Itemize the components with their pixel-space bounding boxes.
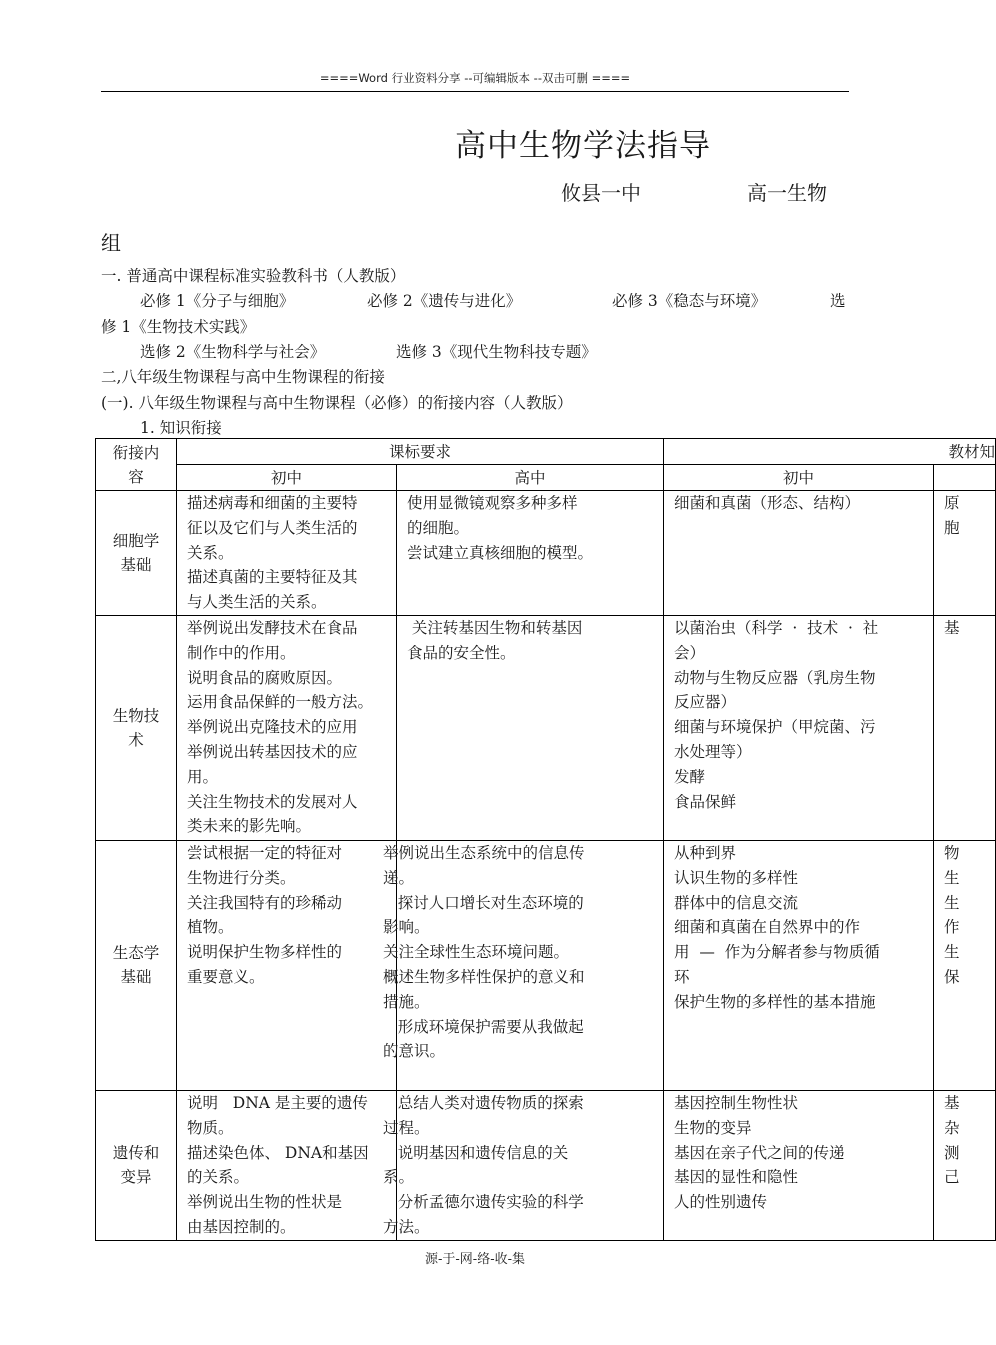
text-line: 基 bbox=[944, 618, 960, 637]
text-line: 举例说出生态系统中的信息传 bbox=[383, 843, 585, 862]
text-line: 关注生物技术的发展对人 bbox=[187, 792, 358, 811]
text-line: 生 bbox=[944, 893, 960, 912]
text-line: 植物。 bbox=[187, 918, 234, 937]
text-line: 征以及它们与人类生活的 bbox=[187, 518, 358, 537]
col-header-topic-line1: 衔接内 bbox=[112, 443, 160, 462]
text-line: 关注我国特有的珍稀动 bbox=[187, 893, 343, 912]
text-line: 描述病毒和细菌的主要特 bbox=[187, 494, 358, 512]
junior-standard-cell bbox=[177, 615, 397, 840]
text-line: 己 bbox=[944, 1168, 960, 1187]
text-line: 以菌治虫（科学 · 技术 · 社 bbox=[674, 618, 879, 637]
col-header-junior: 初中 bbox=[177, 465, 397, 491]
junior-textbook-cell bbox=[664, 1090, 934, 1240]
section2-subheading: (一). 八年级生物课程与高中生物课程（必修）的衔接内容（人教版） bbox=[101, 394, 573, 412]
text-line: 细菌与环境保护（甲烷菌、污 bbox=[674, 718, 876, 737]
text-line: 运用食品保鲜的一般方法。 bbox=[187, 693, 374, 712]
col-group-textbook: 教材知 bbox=[664, 439, 996, 465]
senior-textbook-cell bbox=[934, 615, 996, 840]
text-line: 举例说出克隆技术的应用 bbox=[187, 718, 358, 737]
text-line: 用。 bbox=[187, 767, 219, 786]
page-footer: 源-于-网-络-收-集 bbox=[425, 1252, 525, 1267]
text-line: 关注全球性生态环境问题。 bbox=[383, 943, 570, 962]
textbook-elective-2: 选修 2《生物科学与社会》 bbox=[140, 343, 326, 361]
group-tail: 组 bbox=[101, 231, 121, 255]
text-line: 认识生物的多样性 bbox=[674, 868, 799, 887]
textbook-elective-1: 修 1《生物技术实践》 bbox=[101, 318, 256, 336]
header-note: ====Word 行业资料分享 --可编辑版本 --双击可删 ==== bbox=[319, 71, 631, 85]
senior-standard-text bbox=[373, 1091, 588, 1240]
junior-textbook-cell bbox=[664, 615, 934, 840]
text-line: 形成环境保护需要从我做起 bbox=[383, 1017, 584, 1036]
text-line: 作 bbox=[944, 918, 960, 937]
textbook-elective-3: 选修 3《现代生物科技专题》 bbox=[396, 343, 597, 361]
text-line: 由基因控制的。 bbox=[187, 1217, 296, 1236]
text-line: 物质。 bbox=[187, 1118, 234, 1137]
senior-standard-cell bbox=[397, 491, 664, 616]
text-line: 生物进行分类。 bbox=[187, 868, 296, 887]
school-name: 攸县一中 bbox=[561, 181, 641, 205]
textbook-elective-prefix: 选 bbox=[830, 292, 846, 310]
text-line: 动物与生物反应器（乳房生物 bbox=[674, 668, 876, 687]
senior-standard-cell bbox=[397, 615, 664, 840]
senior-textbook-cell bbox=[934, 1090, 996, 1240]
text-line: 基因在亲子代之间的传递 bbox=[674, 1143, 845, 1162]
col-header-senior: 高中 bbox=[397, 465, 664, 491]
text-line: 描述染色体、 DNA和基因 bbox=[187, 1143, 369, 1162]
text-line: 说明保护生物多样性的 bbox=[187, 943, 343, 962]
text-line: 举例说出发酵技术在食品 bbox=[187, 618, 358, 637]
text-line: 递。 bbox=[383, 868, 415, 887]
row-label-cell bbox=[96, 840, 177, 1090]
text-line: 水处理等） bbox=[674, 742, 752, 761]
row-label-line: 基础 bbox=[120, 968, 152, 987]
text-line: 生物的变异 bbox=[674, 1118, 752, 1137]
senior-textbook-cell bbox=[934, 491, 996, 616]
header-rule bbox=[101, 91, 849, 92]
text-line: 测 bbox=[944, 1143, 960, 1162]
text-line: 胞 bbox=[944, 518, 960, 537]
section2-heading: 二,八年级生物课程与高中生物课程的衔接 bbox=[101, 368, 385, 386]
curriculum-table bbox=[95, 438, 996, 1241]
text-line: 影响。 bbox=[383, 918, 430, 937]
text-line: 食品保鲜 bbox=[674, 792, 737, 811]
text-line: 总结人类对遗传物质的探索 bbox=[383, 1093, 584, 1112]
text-line: 概述生物多样性保护的意义和 bbox=[383, 967, 585, 986]
page-title: 高中生物学法指导 bbox=[455, 128, 711, 164]
junior-standard-cell bbox=[177, 1090, 397, 1240]
text-line: 会） bbox=[674, 643, 706, 662]
text-line: 基因的显性和隐性 bbox=[674, 1168, 799, 1187]
text-line: 基因控制生物性状 bbox=[674, 1093, 799, 1112]
section2-item: 1. 知识衔接 bbox=[140, 419, 222, 437]
text-line: 制作中的作用。 bbox=[187, 643, 296, 662]
text-line: 从种到界 bbox=[674, 843, 737, 862]
row-label-line: 术 bbox=[128, 730, 144, 749]
text-line: 保 bbox=[944, 967, 960, 986]
text-line: 说明食品的腐败原因。 bbox=[187, 668, 343, 687]
text-line: 尝试建立真核细胞的模型。 bbox=[407, 543, 594, 562]
text-line: 的细胞。 bbox=[407, 518, 470, 537]
text-line: 关系。 bbox=[187, 543, 234, 562]
senior-standard-cell bbox=[383, 840, 664, 1090]
text-line: 尝试根据一定的特征对 bbox=[187, 843, 343, 862]
text-line: 方法。 bbox=[383, 1217, 430, 1236]
grade-group: 高一生物 bbox=[747, 181, 827, 205]
junior-textbook-cell bbox=[664, 840, 934, 1090]
text-line: 的意识。 bbox=[383, 1042, 446, 1061]
col-header-topic-line2: 容 bbox=[128, 467, 144, 486]
text-line: 基 bbox=[944, 1093, 960, 1112]
senior-textbook-cell bbox=[934, 840, 996, 1090]
col-group-standards: 课标要求 bbox=[177, 439, 664, 465]
col-header-senior-textbook bbox=[934, 465, 996, 491]
text-line: 类未来的影先响。 bbox=[187, 817, 312, 836]
text-line: 使用显微镜观察多种多样 bbox=[407, 494, 578, 512]
senior-standard-text bbox=[373, 841, 589, 1064]
text-line: 原 bbox=[944, 494, 960, 512]
text-line: 生 bbox=[944, 943, 960, 962]
text-line: 物 bbox=[944, 843, 960, 862]
text-line: 举例说出生物的性状是 bbox=[187, 1193, 343, 1212]
junior-textbook-cell bbox=[664, 491, 934, 616]
row-label-line: 遗传和 bbox=[112, 1144, 160, 1163]
text-line: 的关系。 bbox=[187, 1168, 250, 1187]
text-line: 细菌和真菌在自然界中的作 bbox=[674, 918, 861, 937]
textbook-required-1: 必修 1《分子与细胞》 bbox=[140, 292, 295, 310]
text-line: 食品的安全性。 bbox=[407, 643, 516, 662]
senior-standard-cell bbox=[383, 1090, 664, 1240]
junior-standard-cell bbox=[177, 491, 397, 616]
text-line: 生 bbox=[944, 868, 960, 887]
textbook-required-2: 必修 2《遗传与进化》 bbox=[367, 292, 522, 310]
text-line: 与人类生活的关系。 bbox=[187, 593, 327, 612]
row-label-line: 生物技 bbox=[112, 706, 160, 725]
textbook-required-3: 必修 3《稳态与环境》 bbox=[612, 292, 767, 310]
row-label-cell bbox=[96, 1090, 177, 1240]
row-label-line: 基础 bbox=[120, 555, 152, 574]
text-line: 杂 bbox=[944, 1118, 960, 1137]
text-line: 发酵 bbox=[674, 767, 706, 786]
text-line: 系。 bbox=[383, 1168, 415, 1187]
text-line: 过程。 bbox=[383, 1118, 430, 1137]
text-line: 说明 DNA 是主要的遗传 bbox=[187, 1093, 368, 1112]
col-header-junior-textbook: 初中 bbox=[664, 465, 934, 491]
text-line: 分析孟德尔遗传实验的科学 bbox=[383, 1193, 584, 1212]
junior-standard-cell bbox=[177, 840, 397, 1090]
col-header-topic bbox=[96, 439, 177, 491]
text-line: 措施。 bbox=[383, 992, 430, 1011]
text-line: 举例说出转基因技术的应 bbox=[187, 742, 358, 761]
text-line: 细菌和真菌（形态、结构） bbox=[674, 494, 861, 512]
text-line: 保护生物的多样性的基本措施 bbox=[674, 992, 876, 1011]
text-line: 群体中的信息交流 bbox=[674, 893, 799, 912]
section1-heading: 一. 普通高中课程标准实验教科书（人教版） bbox=[101, 267, 406, 285]
text-line: 反应器） bbox=[674, 693, 737, 712]
text-line: 人的性别遗传 bbox=[674, 1193, 768, 1212]
text-line: 描述真菌的主要特征及其 bbox=[187, 568, 358, 587]
row-label-line: 生态学 bbox=[112, 944, 160, 963]
text-line: 环 bbox=[674, 967, 690, 986]
text-line: 说明基因和遗传信息的关 bbox=[383, 1143, 569, 1162]
text-line: 用 — 作为分解者参与物质循 bbox=[674, 943, 880, 962]
row-label-cell bbox=[96, 615, 177, 840]
text-line: 重要意义。 bbox=[187, 967, 265, 986]
row-label-line: 细胞学 bbox=[112, 531, 160, 550]
row-label-line: 变异 bbox=[120, 1168, 152, 1187]
row-label-cell bbox=[96, 491, 177, 616]
text-line: 探讨人口增长对生态环境的 bbox=[383, 893, 584, 912]
text-line: 关注转基因生物和转基因 bbox=[407, 618, 583, 637]
